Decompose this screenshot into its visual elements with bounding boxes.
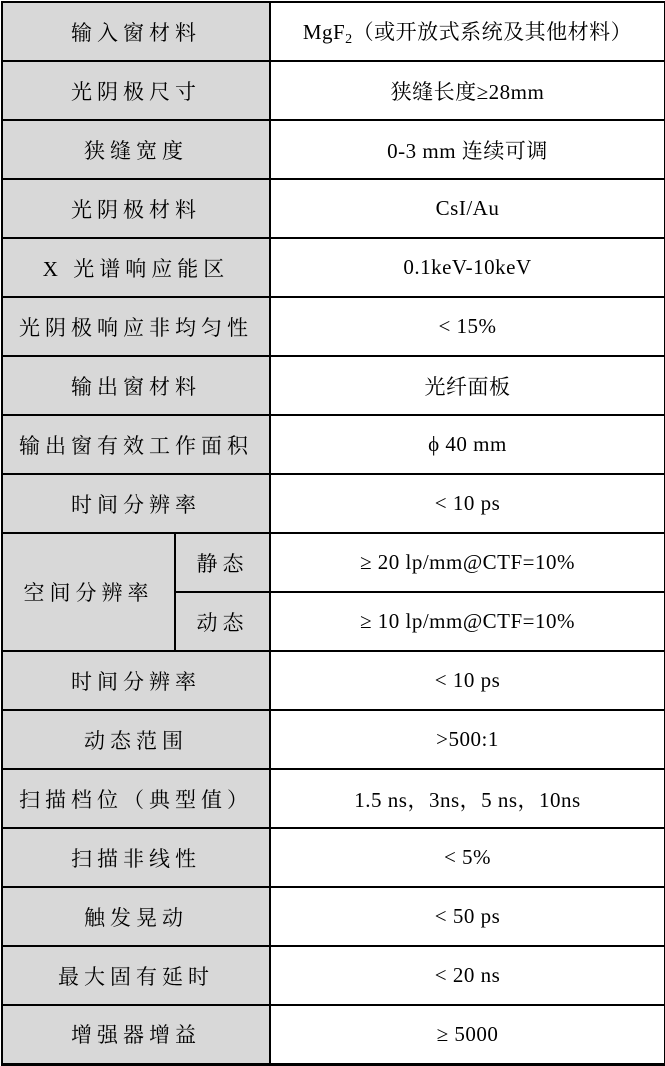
spec-value: < 10 ps [270, 651, 665, 710]
spec-label: 光阴极尺寸 [2, 61, 270, 120]
spec-value: < 50 ps [270, 887, 665, 946]
spec-value: 光纤面板 [270, 356, 665, 415]
spec-subcategory: 静态 [175, 533, 270, 592]
spec-label: X 光谱响应能区 [2, 238, 270, 297]
spec-value: < 20 ns [270, 946, 665, 1005]
spec-label: 光阴极材料 [2, 179, 270, 238]
table-row [2, 710, 665, 769]
spec-value: 0.1keV-10keV [270, 238, 665, 297]
spec-label: 输入窗材料 [2, 2, 270, 61]
table-row [2, 887, 665, 946]
formula-subscript: 2 [345, 31, 353, 47]
spec-value: 狭缝长度≥28mm [270, 61, 665, 120]
table-row [2, 533, 665, 592]
table-row [2, 415, 665, 474]
table-row [2, 946, 665, 1005]
spec-label: 动态范围 [2, 710, 270, 769]
table-row [2, 2, 665, 61]
spec-value: ≥ 5000 [270, 1005, 665, 1064]
table-row [2, 474, 665, 533]
spec-value: 1.5 ns，3ns，5 ns，10ns [270, 769, 665, 828]
spec-value: ≥ 10 lp/mm@CTF=10% [270, 592, 665, 651]
table-row [2, 238, 665, 297]
table-row [2, 61, 665, 120]
spec-value [270, 2, 665, 61]
spec-value: < 10 ps [270, 474, 665, 533]
spec-label: 扫描档位（典型值） [2, 769, 270, 828]
spec-subcategory: 动态 [175, 592, 270, 651]
spec-label: 输出窗有效工作面积 [2, 415, 270, 474]
spec-value: >500:1 [270, 710, 665, 769]
formula-base: MgF [302, 19, 346, 44]
spec-label: 狭缝宽度 [2, 120, 270, 179]
spec-value: ≥ 20 lp/mm@CTF=10% [270, 533, 665, 592]
spec-value: ϕ 40 mm [270, 415, 665, 474]
spec-value: < 5% [270, 828, 665, 887]
table-row [2, 179, 665, 238]
table-row [2, 828, 665, 887]
spec-label: 输出窗材料 [2, 356, 270, 415]
spec-table [1, 1, 665, 1066]
spec-label-merged: 空间分辨率 [2, 533, 175, 651]
table-row [2, 1005, 665, 1064]
formula-suffix: （或开放式系统及其他材料） [352, 19, 633, 44]
spec-label: 时间分辨率 [2, 651, 270, 710]
table-row [2, 356, 665, 415]
spec-value: 0-3 mm 连续可调 [270, 120, 665, 179]
table-row [2, 769, 665, 828]
spec-value: CsI/Au [270, 179, 665, 238]
table-row [2, 120, 665, 179]
spec-value: < 15% [270, 297, 665, 356]
spec-label: 最大固有延时 [2, 946, 270, 1005]
spec-label: 时间分辨率 [2, 474, 270, 533]
table-row [2, 297, 665, 356]
spec-label: 光阴极响应非均匀性 [2, 297, 270, 356]
spec-label: 触发晃动 [2, 887, 270, 946]
spec-label: 扫描非线性 [2, 828, 270, 887]
table-row [2, 651, 665, 710]
spec-label: 增强器增益 [2, 1005, 270, 1064]
